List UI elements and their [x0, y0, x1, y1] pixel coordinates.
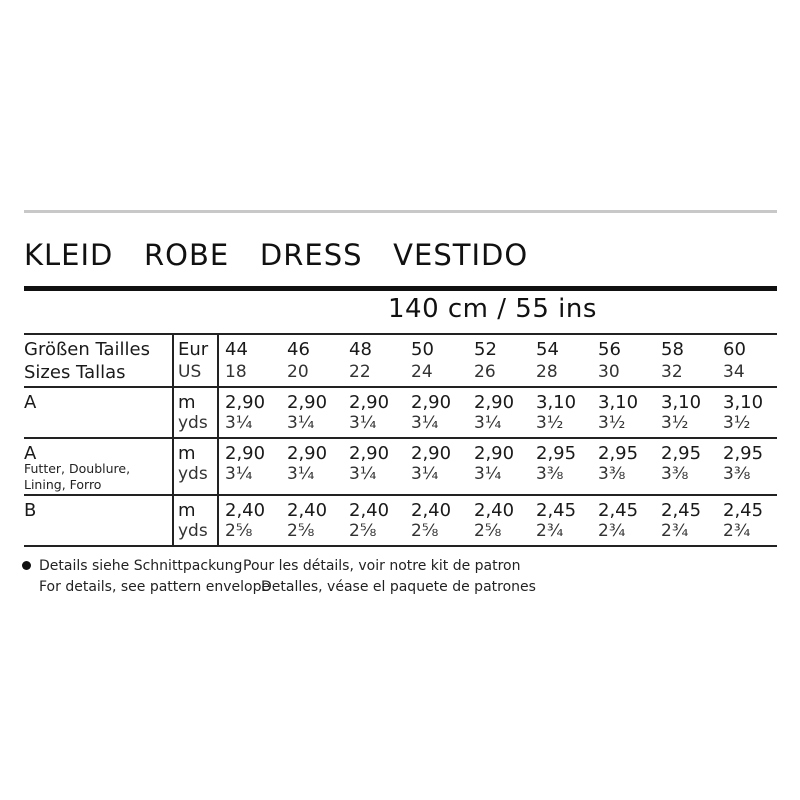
yards-cell: 3½: [723, 413, 751, 433]
yards-cell: 2⅝: [349, 521, 377, 541]
us-size-cell: 28: [536, 362, 558, 382]
meters-cell: 2,45: [536, 500, 577, 521]
top-divider: [24, 210, 777, 213]
yards-cell: 3¼: [225, 413, 253, 433]
row-a-lining-sublabel-2: Lining, Forro: [24, 477, 102, 492]
us-size-cell: 20: [287, 362, 309, 382]
footnote-en: For details, see pattern envelope: [39, 579, 271, 595]
unit-m-label: m: [178, 500, 196, 521]
row-a-lining-sublabel-1: Futter, Doublure,: [24, 461, 131, 476]
fabric-width-label: 140 cm / 55 ins: [388, 294, 597, 324]
header-bottom-rule: [24, 386, 777, 388]
footnote-fr: Pour les détails, voir notre kit de patron: [243, 558, 521, 574]
meters-cell: 3,10: [723, 392, 764, 413]
yards-cell: 2¾: [661, 521, 689, 541]
meters-cell: 2,45: [661, 500, 702, 521]
unit-column-divider: [217, 335, 219, 547]
meters-cell: 2,90: [411, 392, 452, 413]
yards-cell: 2⅝: [474, 521, 502, 541]
us-size-cell: 30: [598, 362, 620, 382]
eur-size-cell: 56: [598, 339, 621, 360]
row-a-lining-label: A: [24, 443, 37, 464]
eur-size-cell: 54: [536, 339, 559, 360]
eur-size-cell: 46: [287, 339, 310, 360]
yards-cell: 3⅜: [536, 464, 564, 484]
unit-eur-label: Eur: [178, 339, 209, 360]
yards-cell: 3¼: [411, 464, 439, 484]
unit-yds-label: yds: [178, 464, 208, 484]
meters-cell: 3,10: [598, 392, 639, 413]
meters-cell: 3,10: [536, 392, 577, 413]
yards-cell: 3⅜: [598, 464, 626, 484]
us-size-cell: 26: [474, 362, 496, 382]
meters-cell: 2,90: [225, 443, 266, 464]
yards-cell: 3¼: [411, 413, 439, 433]
yards-cell: 3½: [661, 413, 689, 433]
meters-cell: 2,90: [411, 443, 452, 464]
meters-cell: 2,40: [349, 500, 390, 521]
meters-cell: 2,90: [225, 392, 266, 413]
meters-cell: 3,10: [661, 392, 702, 413]
meters-cell: 2,45: [723, 500, 764, 521]
meters-cell: 2,95: [661, 443, 702, 464]
yards-cell: 3¼: [287, 464, 315, 484]
yards-cell: 3¼: [287, 413, 315, 433]
bullet-icon: [22, 561, 31, 570]
eur-size-cell: 44: [225, 339, 248, 360]
eur-size-cell: 58: [661, 339, 684, 360]
footnote-de: Details siehe Schnittpackung: [39, 558, 243, 574]
row-a-label: A: [24, 392, 37, 413]
meters-cell: 2,40: [411, 500, 452, 521]
us-size-cell: 18: [225, 362, 247, 382]
yards-cell: 3¼: [225, 464, 253, 484]
eur-size-cell: 48: [349, 339, 372, 360]
row-a-lining-bottom-rule: [24, 494, 777, 496]
us-size-cell: 22: [349, 362, 371, 382]
eur-size-cell: 52: [474, 339, 497, 360]
unit-yds-label: yds: [178, 521, 208, 541]
meters-cell: 2,90: [474, 443, 515, 464]
yards-cell: 2¾: [598, 521, 626, 541]
table-bottom-rule: [24, 545, 777, 547]
yards-cell: 3⅜: [723, 464, 751, 484]
meters-cell: 2,90: [349, 443, 390, 464]
meters-cell: 2,45: [598, 500, 639, 521]
meters-cell: 2,40: [287, 500, 328, 521]
yards-cell: 2⅝: [287, 521, 315, 541]
unit-m-label: m: [178, 443, 196, 464]
meters-cell: 2,90: [474, 392, 515, 413]
garment-title: KLEID ROBE DRESS VESTIDO: [24, 238, 529, 272]
eur-size-cell: 50: [411, 339, 434, 360]
eur-size-cell: 60: [723, 339, 746, 360]
yards-cell: 2⅝: [411, 521, 439, 541]
row-a-bottom-rule: [24, 437, 777, 439]
yards-cell: 3½: [598, 413, 626, 433]
us-size-cell: 24: [411, 362, 433, 382]
yards-cell: 3½: [536, 413, 564, 433]
yards-cell: 3¼: [349, 413, 377, 433]
title-underline: [24, 286, 777, 291]
yards-cell: 3¼: [474, 413, 502, 433]
yards-cell: 3¼: [349, 464, 377, 484]
size-label-line2: Sizes Tallas: [24, 362, 126, 383]
meters-cell: 2,40: [225, 500, 266, 521]
meters-cell: 2,90: [349, 392, 390, 413]
us-size-cell: 32: [661, 362, 683, 382]
yards-cell: 3¼: [474, 464, 502, 484]
meters-cell: 2,95: [723, 443, 764, 464]
row-b-label: B: [24, 500, 37, 521]
size-label-line1: Größen Tailles: [24, 339, 151, 360]
yards-cell: 2⅝: [225, 521, 253, 541]
meters-cell: 2,95: [536, 443, 577, 464]
unit-m-label: m: [178, 392, 196, 413]
meters-cell: 2,90: [287, 443, 328, 464]
meters-cell: 2,90: [287, 392, 328, 413]
yards-cell: 3⅜: [661, 464, 689, 484]
header-top-rule: [24, 333, 777, 335]
yards-cell: 2¾: [723, 521, 751, 541]
label-column-divider: [172, 335, 174, 547]
unit-yds-label: yds: [178, 413, 208, 433]
us-size-cell: 34: [723, 362, 745, 382]
footnote-es: Detalles, véase el paquete de patrones: [261, 579, 536, 595]
yards-cell: 2¾: [536, 521, 564, 541]
unit-us-label: US: [178, 362, 202, 382]
meters-cell: 2,95: [598, 443, 639, 464]
meters-cell: 2,40: [474, 500, 515, 521]
